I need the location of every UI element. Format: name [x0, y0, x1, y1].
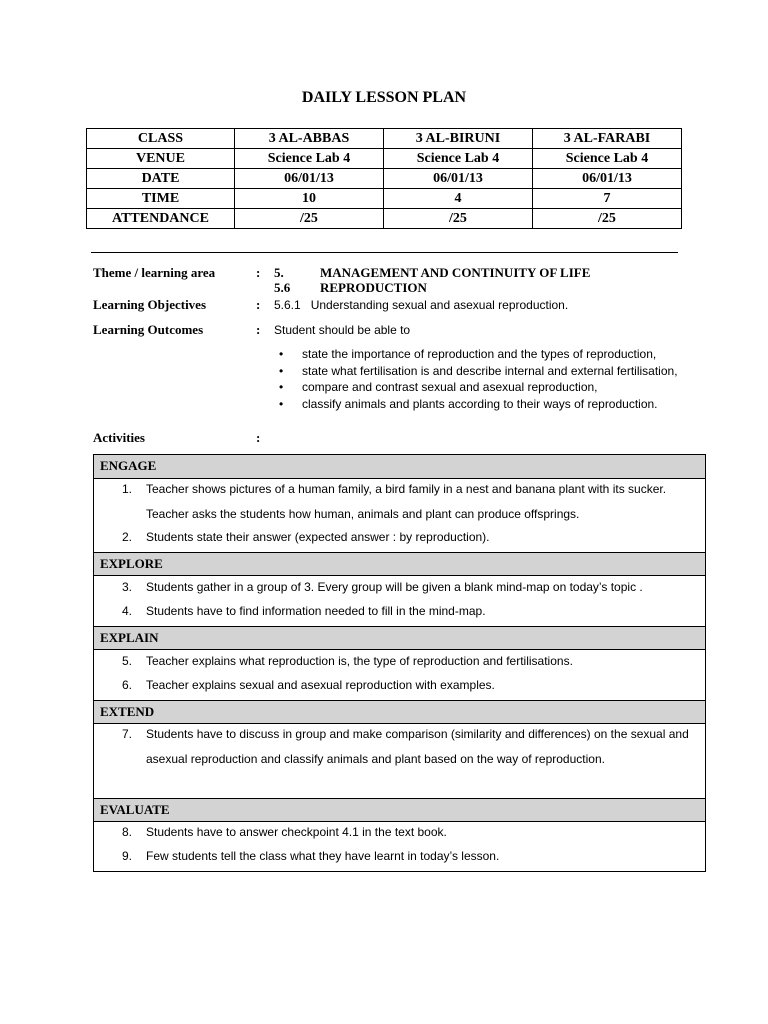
list-item: • classify animals and plants according to their ways of reproduction. — [276, 396, 708, 413]
class-schedule-table — [86, 128, 682, 229]
outcomes-colon: : — [256, 322, 261, 337]
document-title: DAILY LESSON PLAN — [301, 89, 467, 106]
theme-label: Theme / learning area — [93, 265, 216, 280]
theme-number: 5. — [274, 265, 284, 280]
item-number: 8. — [122, 825, 133, 839]
objectives-value: 5.6.1 Understanding sexual and asexual reproduction. — [274, 298, 569, 312]
topic-number: 5.6 — [274, 280, 291, 295]
table-cell: /25 — [384, 209, 533, 229]
table-cell: Science Lab 4 — [533, 149, 682, 169]
topic-value: REPRODUCTION — [320, 280, 427, 295]
item-text: Students state their answer (expected answer : by reproduction). — [146, 530, 490, 544]
table-row — [87, 149, 682, 169]
table-cell: /25 — [235, 209, 384, 229]
table-cell: 10 — [235, 189, 384, 209]
table-cell: TIME — [87, 189, 235, 209]
phase-header-explain: EXPLAIN — [94, 626, 705, 650]
table-cell: CLASS — [87, 129, 235, 149]
table-cell: /25 — [533, 209, 682, 229]
activities-colon: : — [256, 430, 261, 445]
phase-header-extend: EXTEND — [94, 700, 705, 724]
item-number: 2. — [122, 530, 133, 544]
table-cell: ATTENDANCE — [87, 209, 235, 229]
item-text: Few students tell the class what they have learnt in today’s lesson. — [146, 849, 500, 863]
table-cell: 4 — [384, 189, 533, 209]
list-item: • state the importance of reproduction and the types of reproduction, — [276, 346, 708, 363]
objectives-label: Learning Objectives — [93, 297, 207, 312]
item-number: 9. — [122, 849, 133, 863]
item-number: 3. — [122, 580, 133, 594]
table-row — [87, 189, 682, 209]
table-cell: 06/01/13 — [533, 169, 682, 189]
table-cell: 06/01/13 — [384, 169, 533, 189]
table-row — [87, 129, 682, 149]
outcomes-list — [276, 346, 708, 412]
outcomes-intro: Student should be able to — [274, 323, 411, 337]
item-text: Teacher explains what reproduction is, the type of reproduction and fertilisations. — [146, 654, 573, 668]
table-row — [87, 169, 682, 189]
item-number: 1. — [122, 482, 133, 496]
table-cell: 3 AL-BIRUNI — [384, 129, 533, 149]
table-row — [87, 209, 682, 229]
list-item: • state what fertilisation is and describe internal and external fertilisation, — [276, 363, 708, 380]
item-text: Students gather in a group of 3. Every group will be given a blank mind-map on today’s topic . — [146, 580, 643, 594]
table-cell: Science Lab 4 — [235, 149, 384, 169]
table-cell: 3 AL-FARABI — [533, 129, 682, 149]
item-text: Teacher shows pictures of a human family, a bird family in a nest and banana plant with its sucker. Teacher asks the students how human, animals and plant can produce offsprings. — [146, 482, 667, 521]
item-number: 6. — [122, 678, 133, 692]
list-item: • compare and contrast sexual and asexual reproduction, — [276, 379, 708, 396]
theme-colon: : — [256, 265, 261, 280]
phase-header-explore: EXPLORE — [94, 552, 705, 576]
table-cell: 7 — [533, 189, 682, 209]
table-cell: 3 AL-ABBAS — [235, 129, 384, 149]
item-number: 7. — [122, 727, 133, 741]
activities-label: Activities — [93, 430, 145, 445]
item-text: Students have to discuss in group and make comparison (similarity and differences) on the sexual and asexual reproduction and classify animals and plant based on the way of reproduction. — [146, 727, 689, 766]
item-number: 4. — [122, 604, 133, 618]
item-text: Students have to find information needed to fill in the mind-map. — [146, 604, 486, 618]
table-cell: 06/01/13 — [235, 169, 384, 189]
outcomes-label: Learning Outcomes — [93, 322, 204, 337]
activities-table — [93, 454, 706, 872]
item-text: Teacher explains sexual and asexual reproduction with examples. — [146, 678, 495, 692]
theme-value: MANAGEMENT AND CONTINUITY OF LIFE — [320, 265, 591, 280]
phase-header-engage: ENGAGE — [94, 455, 705, 479]
item-number: 5. — [122, 654, 133, 668]
section-divider — [91, 252, 678, 253]
table-cell: VENUE — [87, 149, 235, 169]
item-text: Students have to answer checkpoint 4.1 in the text book. — [146, 825, 447, 839]
table-cell: DATE — [87, 169, 235, 189]
table-cell: Science Lab 4 — [384, 149, 533, 169]
objectives-colon: : — [256, 297, 261, 312]
phase-header-evaluate: EVALUATE — [94, 798, 705, 822]
